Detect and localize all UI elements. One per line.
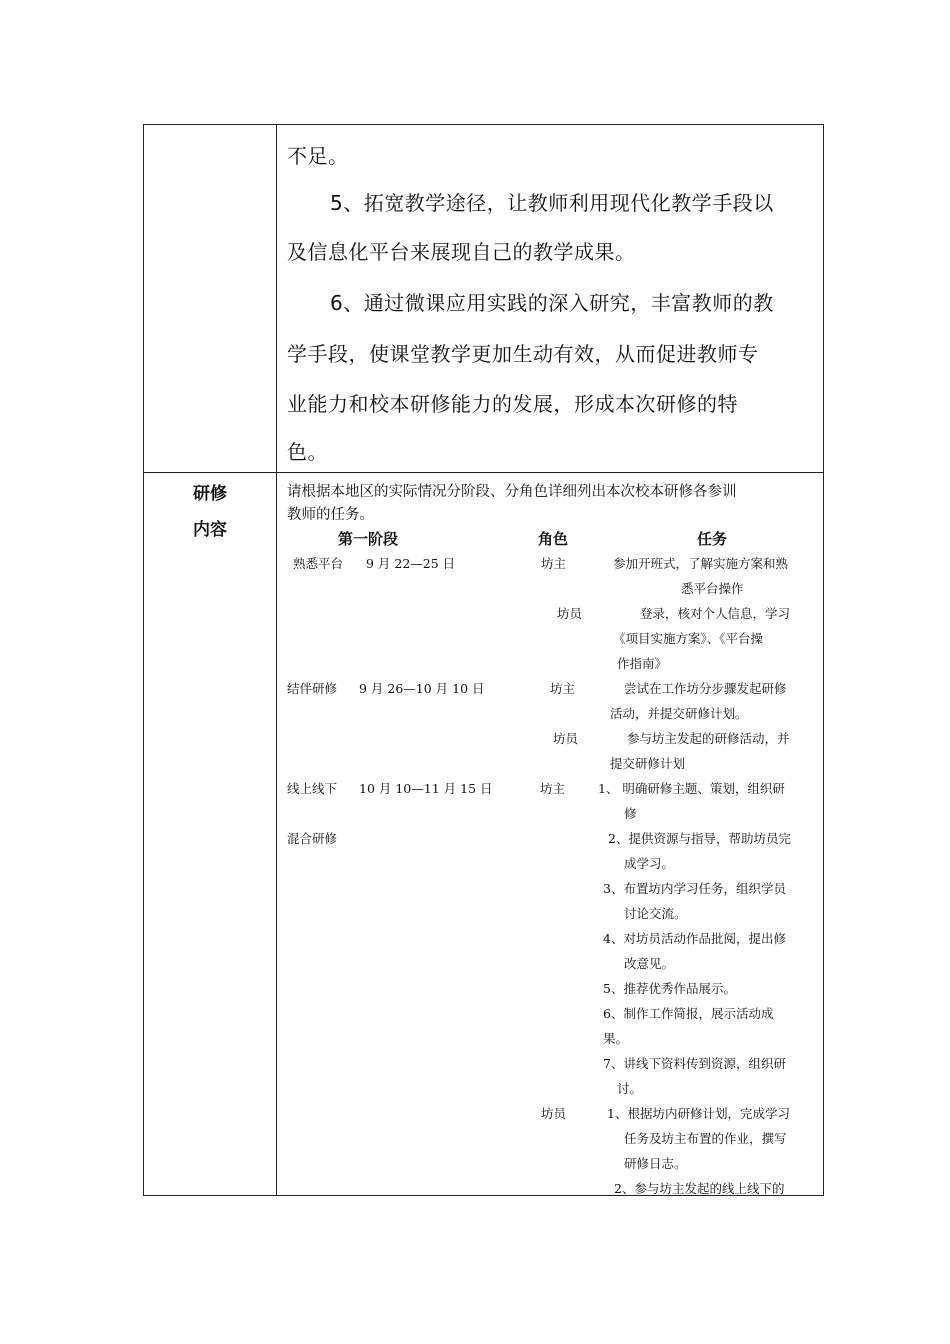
stage-date: 9 月 22—25 日 — [366, 556, 456, 571]
paragraph-line: 6、通过微课应用实践的深入研究，丰富教师的教 — [330, 291, 774, 315]
task-text: 讨。 — [617, 1081, 643, 1096]
role-label: 坊主 — [540, 781, 566, 796]
table-column-divider — [276, 124, 277, 1196]
task-text: 2、参与坊主发起的线上线下的 — [614, 1181, 785, 1196]
stage-date: 10 月 10—11 月 15 日 — [359, 781, 493, 796]
stage-date: 9 月 26—10 月 10 日 — [359, 681, 485, 696]
role-label: 坊员 — [553, 731, 579, 746]
role-label: 坊员 — [557, 606, 583, 621]
task-text: 1、根据坊内研修计划，完成学习 — [607, 1106, 790, 1121]
task-text: 5、推荐优秀作品展示。 — [603, 981, 736, 996]
task-text: 1、 明确研修主题、策划，组织研 — [598, 781, 785, 796]
table-row-divider — [143, 472, 824, 473]
stage-name: 结伴研修 — [287, 681, 338, 696]
task-text: 任务及坊主布置的作业，撰写 — [624, 1131, 787, 1146]
task-text: 果。 — [603, 1031, 629, 1046]
task-text: 参加开班式，了解实施方案和熟 — [613, 556, 789, 571]
task-text: 4、对坊员活动作品批阅，提出修 — [603, 931, 786, 946]
task-text: 参与坊主发起的研修活动，并 — [627, 731, 790, 746]
task-text: 研修日志。 — [624, 1156, 687, 1171]
task-text: 作指南》 — [617, 656, 668, 671]
column-heading-stage: 第一阶段 — [338, 530, 399, 548]
row-label: 研修 — [193, 484, 227, 504]
task-text: 修 — [624, 806, 637, 821]
task-text: 《项目实施方案》、《平台操 — [613, 631, 764, 646]
paragraph-line: 业能力和校本研修能力的发展，形成本次研修的特 — [287, 392, 738, 416]
task-text: 2、提供资源与指导，帮助坊员完 — [608, 831, 791, 846]
task-text: 6、制作工作简报，展示活动成 — [603, 1006, 774, 1021]
paragraph-line: 色。 — [287, 440, 328, 464]
task-text: 悉平台操作 — [681, 581, 744, 596]
task-text: 登录，核对个人信息，学习 — [640, 606, 791, 621]
role-label: 坊主 — [541, 556, 567, 571]
section-intro: 请根据本地区的实际情况分阶段、分角色详细列出本次校本研修各参训 — [287, 484, 737, 500]
task-text: 改意见。 — [624, 956, 675, 971]
paragraph-line: 及信息化平台来展现自己的教学成果。 — [287, 240, 636, 264]
task-text: 尝试在工作坊分步骤发起研修 — [624, 681, 787, 696]
column-heading-task: 任务 — [697, 530, 728, 548]
column-heading-role: 角色 — [538, 530, 569, 548]
task-text: 提交研修计划 — [610, 756, 686, 771]
task-text: 7、讲线下资料传到资源，组织研 — [603, 1056, 786, 1071]
stage-name: 线上线下 — [287, 781, 338, 796]
row-label: 内容 — [193, 520, 227, 540]
section-intro: 教师的任务。 — [287, 507, 374, 523]
paragraph-line: 不足。 — [287, 144, 349, 168]
task-text: 3、布置坊内学习任务，组织学员 — [603, 881, 786, 896]
table-frame — [143, 124, 824, 1196]
task-text: 成学习。 — [624, 856, 675, 871]
paragraph-line: 学手段，使课堂教学更加生动有效，从而促进教师专 — [287, 342, 759, 366]
task-text: 活动，并提交研修计划。 — [610, 706, 748, 721]
stage-name: 熟悉平台 — [293, 556, 344, 571]
stage-name: 混合研修 — [287, 831, 338, 846]
task-text: 讨论交流。 — [624, 906, 687, 921]
paragraph-line: 5、拓宽教学途径，让教师利用现代化教学手段以 — [330, 191, 774, 215]
role-label: 坊主 — [550, 681, 576, 696]
role-label: 坊员 — [541, 1106, 567, 1121]
